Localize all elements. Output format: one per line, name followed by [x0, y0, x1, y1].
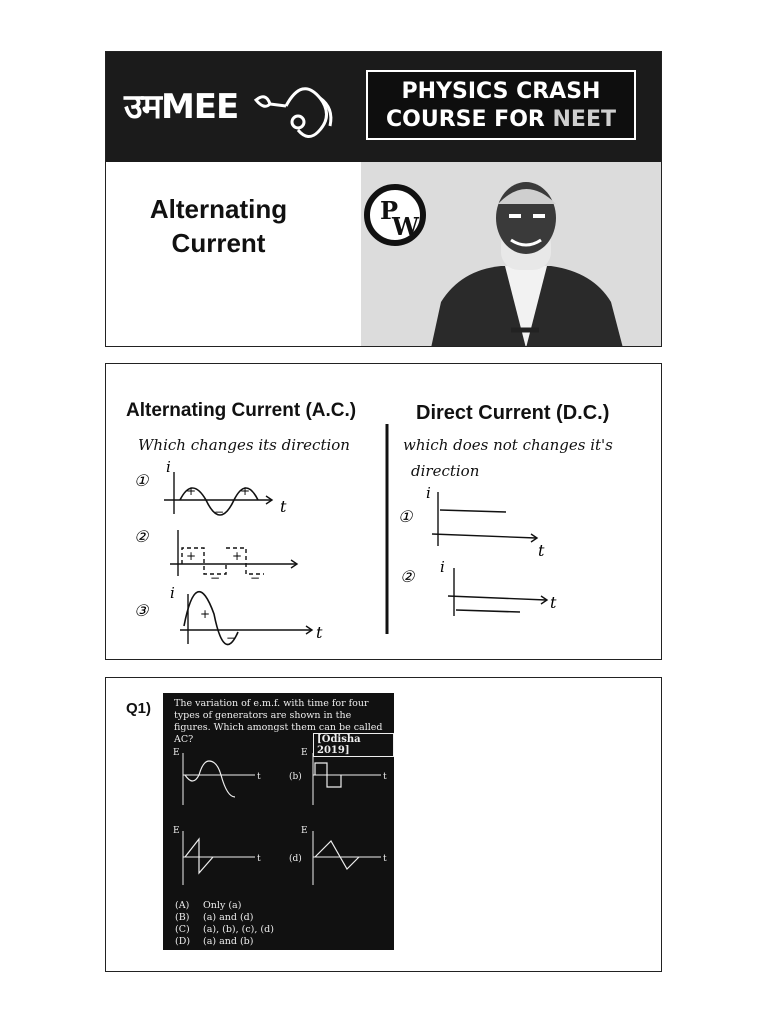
option-b [175, 912, 254, 923]
axis-i: i [440, 558, 445, 576]
axis-i: i [170, 584, 175, 602]
axis-t: t [538, 541, 545, 560]
plus-sign: + [232, 549, 243, 563]
course-prefix: COURSE FOR [386, 107, 553, 132]
axis-e: E [173, 826, 180, 836]
axis-t: t [257, 854, 261, 864]
course-title-box [366, 70, 636, 140]
axis-e: E [173, 748, 180, 758]
stethoscope-icon [106, 52, 366, 162]
plus-sign: + [240, 484, 251, 498]
minus-sign: − [210, 571, 221, 585]
topic-line-2: Current [171, 228, 266, 258]
option-a [175, 900, 242, 911]
brand-logo: उमMEE [124, 87, 239, 127]
plus-sign: + [186, 549, 197, 563]
number-1: ① [398, 507, 413, 526]
title-slide [105, 51, 662, 347]
option-key: (A) [175, 900, 190, 911]
ac-dc-notes-slide [105, 363, 662, 660]
number-2: ② [400, 567, 415, 586]
question-image [163, 693, 394, 950]
ac-heading: Alternating Current (A.C.) [126, 400, 357, 421]
minus-sign: − [250, 571, 261, 585]
axis-t: t [383, 772, 387, 782]
plus-sign: + [186, 484, 197, 498]
dc-heading: Direct Current (D.C.) [416, 402, 610, 424]
source-tag: [Odisha 2019] [313, 733, 394, 757]
minus-sign: − [214, 505, 225, 519]
topic-title [106, 192, 331, 260]
option-value: (a) and (b) [203, 936, 254, 947]
course-highlight: NEET [552, 107, 616, 132]
pw-logo [364, 184, 426, 246]
axis-t: t [550, 593, 557, 612]
axis-t: t [316, 623, 323, 642]
dc-note-line-2: direction [411, 462, 480, 480]
option-value: (a) and (d) [203, 912, 254, 923]
plus-sign: + [200, 607, 211, 621]
option-key: (B) [175, 912, 190, 923]
dc-note-line-1: which does not changes it's [403, 436, 613, 454]
axis-t: t [280, 497, 287, 516]
handwritten-graphs [106, 364, 662, 660]
figure-d-label: (d) [289, 854, 302, 864]
axis-t: t [257, 772, 261, 782]
option-c [175, 924, 274, 935]
number-3: ③ [134, 601, 149, 620]
course-line-1: PHYSICS CRASH [401, 79, 601, 104]
option-key: (D) [175, 936, 191, 947]
axis-e: E [301, 826, 308, 836]
option-d [175, 936, 254, 947]
question-slide [105, 677, 662, 972]
ac-note: Which changes its direction [138, 436, 350, 454]
number-2: ② [134, 527, 149, 546]
option-key: (C) [175, 924, 190, 935]
logo-letter-w: W [392, 212, 419, 241]
emf-graphs [163, 693, 394, 950]
minus-sign: − [226, 631, 237, 645]
axis-i: i [426, 484, 431, 502]
axis-t: t [383, 854, 387, 864]
figure-b-label: (b) [289, 772, 302, 782]
number-1: ① [134, 471, 149, 490]
header-banner [106, 52, 661, 162]
option-value: Only (a) [203, 900, 242, 911]
option-value: (a), (b), (c), (d) [203, 924, 274, 935]
logo-letter-p: P [380, 196, 399, 225]
course-line-2 [368, 106, 634, 134]
question-label: Q1) [126, 700, 152, 717]
axis-e: E [301, 748, 308, 758]
question-text: The variation of e.m.f. with time for four types of generators are shown in the figures. Which amongst them can be called AC? [174, 698, 383, 745]
axis-i: i [166, 458, 171, 476]
topic-line-1: Alternating [149, 194, 288, 224]
